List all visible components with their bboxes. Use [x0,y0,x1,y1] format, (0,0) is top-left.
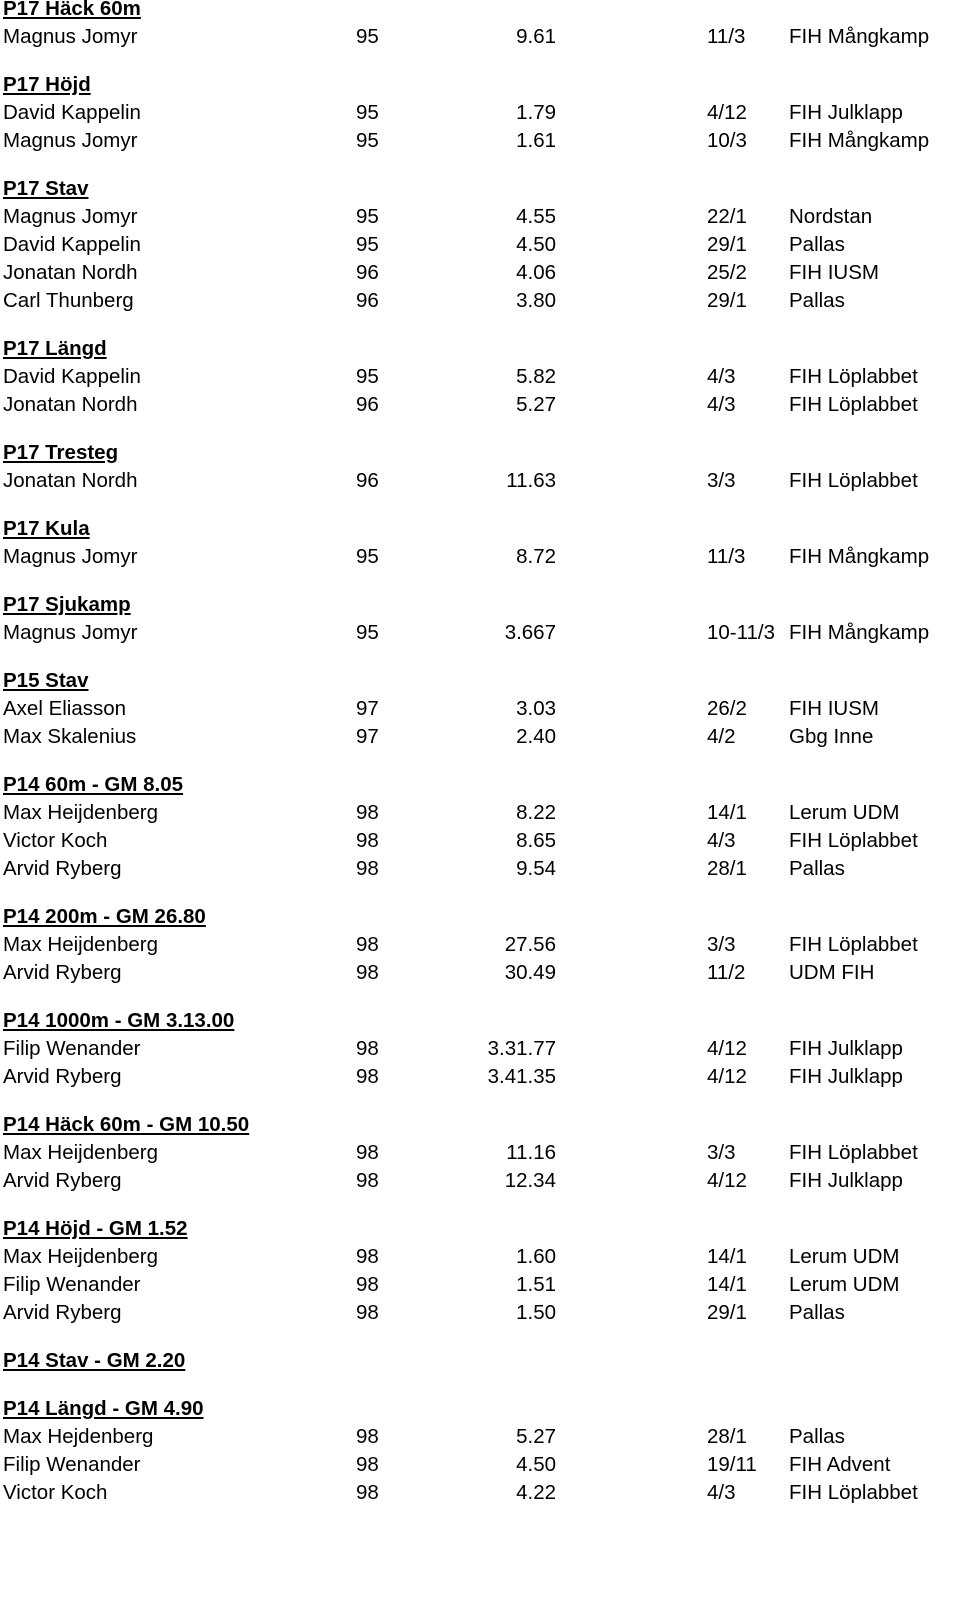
result-value: 3.03 [516,697,556,720]
result-row [0,1451,960,1479]
result-value: 30.49 [504,961,556,984]
birth-year: 98 [356,1453,379,1476]
result-date: 28/1 [707,857,747,880]
result-value: 3.667 [504,621,556,644]
birth-year: 98 [356,933,379,956]
athlete-name: Axel Eliasson [3,697,127,720]
competition-name: Pallas [789,1425,845,1448]
section-heading: P14 Längd - GM 4.90 [3,1397,204,1420]
result-row [0,619,960,647]
birth-year: 95 [356,621,379,644]
competition-name: FIH Mångkamp [789,545,930,568]
competition-name: FIH Julklapp [789,1169,903,1192]
result-date: 4/3 [707,1481,736,1504]
athlete-name: Victor Koch [3,829,108,852]
result-row [0,827,960,855]
result-value: 5.27 [516,1425,556,1448]
result-date: 4/12 [707,1037,747,1060]
result-date: 28/1 [707,1425,747,1448]
result-row [0,931,960,959]
result-value: 12.34 [504,1169,556,1192]
result-date: 4/3 [707,365,736,388]
result-date: 4/3 [707,829,736,852]
result-date: 29/1 [707,1301,747,1324]
result-date: 22/1 [707,205,747,228]
birth-year: 98 [356,1065,379,1088]
athlete-name: Max Heijdenberg [3,801,158,824]
result-value: 1.79 [516,101,556,124]
athlete-name: Carl Thunberg [3,289,134,312]
result-date: 11/3 [707,545,746,568]
section-heading-line [0,1215,960,1243]
athlete-name: David Kappelin [3,365,141,388]
result-value: 4.50 [516,233,556,256]
result-value: 2.40 [516,725,556,748]
result-row [0,855,960,883]
result-date: 14/1 [707,1273,747,1296]
athlete-name: Arvid Ryberg [3,857,122,880]
birth-year: 98 [356,857,379,880]
competition-name: Gbg Inne [789,725,874,748]
result-value: 4.50 [516,1453,556,1476]
result-value: 3.41.35 [487,1065,556,1088]
result-row [0,723,960,751]
result-row [0,799,960,827]
result-date: 4/12 [707,1169,747,1192]
section-heading-line [0,175,960,203]
competition-name: FIH Löplabbet [789,393,918,416]
result-value: 3.31.77 [487,1037,556,1060]
birth-year: 98 [356,1481,379,1504]
competition-name: Nordstan [789,205,873,228]
result-value: 9.61 [516,25,556,48]
section-heading-line [0,71,960,99]
result-date: 19/11 [707,1453,757,1476]
section-heading-line [0,1395,960,1423]
result-row [0,1271,960,1299]
result-date: 3/3 [707,933,736,956]
section-heading-line [0,1111,960,1139]
result-row [0,391,960,419]
result-date: 3/3 [707,469,736,492]
section-heading-line [0,771,960,799]
birth-year: 95 [356,545,379,568]
result-value: 4.22 [516,1481,556,1504]
result-row [0,1243,960,1271]
competition-name: Lerum UDM [789,1273,900,1296]
birth-year: 96 [356,261,379,284]
athlete-name: Arvid Ryberg [3,961,122,984]
athlete-name: Magnus Jomyr [3,129,138,152]
result-value: 4.55 [516,205,556,228]
birth-year: 95 [356,205,379,228]
birth-year: 98 [356,1425,379,1448]
section-heading: P17 Höjd [3,73,91,96]
birth-year: 95 [356,365,379,388]
competition-name: FIH Julklapp [789,1037,903,1060]
birth-year: 97 [356,697,379,720]
result-row [0,23,960,51]
result-date: 25/2 [707,261,747,284]
result-row [0,1479,960,1507]
competition-name: FIH Löplabbet [789,365,918,388]
athlete-name: Magnus Jomyr [3,205,138,228]
result-date: 10/3 [707,129,747,152]
athlete-name: Arvid Ryberg [3,1169,122,1192]
result-date: 14/1 [707,801,747,824]
competition-name: FIH Mångkamp [789,621,930,644]
athlete-name: Filip Wenander [3,1453,141,1476]
section-heading-line [0,1347,960,1375]
result-value: 1.61 [516,129,556,152]
section-heading: P14 Höjd - GM 1.52 [3,1217,188,1240]
athlete-name: Arvid Ryberg [3,1065,122,1088]
result-date: 26/2 [707,697,747,720]
section-heading: P14 Stav - GM 2.20 [3,1349,186,1372]
result-row [0,695,960,723]
result-date: 4/2 [707,725,736,748]
result-value: 11.63 [506,469,556,492]
result-row [0,1299,960,1327]
result-date: 4/12 [707,1065,747,1088]
result-row [0,231,960,259]
competition-name: Pallas [789,857,845,880]
result-date: 4/12 [707,101,747,124]
competition-name: FIH Mångkamp [789,129,930,152]
competition-name: FIH Löplabbet [789,829,918,852]
birth-year: 98 [356,829,379,852]
result-row [0,259,960,287]
section-heading-line [0,1007,960,1035]
result-date: 29/1 [707,233,747,256]
section-heading: P14 1000m - GM 3.13.00 [3,1009,235,1032]
result-date: 11/2 [707,961,746,984]
athlete-name: Victor Koch [3,1481,108,1504]
birth-year: 98 [356,1037,379,1060]
result-row [0,1063,960,1091]
result-value: 9.54 [516,857,556,880]
result-value: 4.06 [516,261,556,284]
section-heading: P17 Häck 60m [3,0,141,20]
athlete-name: Magnus Jomyr [3,25,138,48]
result-row [0,959,960,987]
competition-name: FIH Julklapp [789,1065,903,1088]
athlete-name: Jonatan Nordh [3,393,138,416]
result-row [0,543,960,571]
section-heading: P17 Stav [3,177,89,200]
competition-name: FIH Advent [789,1453,891,1476]
section-heading-line [0,667,960,695]
result-row [0,287,960,315]
result-row [0,127,960,155]
competition-name: FIH Löplabbet [789,1481,918,1504]
birth-year: 98 [356,1245,379,1268]
result-row [0,467,960,495]
result-row [0,363,960,391]
athlete-name: Jonatan Nordh [3,261,138,284]
section-heading: P15 Stav [3,669,89,692]
birth-year: 98 [356,1273,379,1296]
athlete-name: David Kappelin [3,233,141,256]
competition-name: FIH Löplabbet [789,1141,918,1164]
result-value: 8.65 [516,829,556,852]
result-value: 27.56 [504,933,556,956]
result-value: 8.72 [516,545,556,568]
competition-name: Pallas [789,233,845,256]
competition-name: FIH Julklapp [789,101,903,124]
section-heading: P17 Kula [3,517,90,540]
birth-year: 98 [356,801,379,824]
competition-name: FIH IUSM [789,261,879,284]
athlete-name: Filip Wenander [3,1037,141,1060]
result-date: 11/3 [707,25,746,48]
birth-year: 98 [356,1141,379,1164]
result-value: 5.82 [516,365,556,388]
competition-name: Lerum UDM [789,801,900,824]
result-value: 1.51 [516,1273,556,1296]
section-heading-line [0,515,960,543]
athlete-name: Max Heijdenberg [3,933,158,956]
section-heading-line [0,591,960,619]
competition-name: FIH Löplabbet [789,933,918,956]
competition-name: UDM FIH [789,961,875,984]
result-row [0,1139,960,1167]
result-value: 1.60 [516,1245,556,1268]
birth-year: 95 [356,25,379,48]
athlete-name: Jonatan Nordh [3,469,138,492]
result-date: 3/3 [707,1141,736,1164]
result-row [0,1423,960,1451]
section-heading-line [0,335,960,363]
section-heading: P14 200m - GM 26.80 [3,905,206,928]
athlete-name: Magnus Jomyr [3,545,138,568]
result-value: 5.27 [516,393,556,416]
athlete-name: Max Heijdenberg [3,1245,158,1268]
athlete-name: Arvid Ryberg [3,1301,122,1324]
result-date: 10-11/3 [707,621,776,644]
result-row [0,203,960,231]
result-value: 11.16 [506,1141,556,1164]
result-value: 3.80 [516,289,556,312]
birth-year: 96 [356,289,379,312]
athlete-name: David Kappelin [3,101,141,124]
athlete-name: Max Heijdenberg [3,1141,158,1164]
athlete-name: Filip Wenander [3,1273,141,1296]
result-date: 4/3 [707,393,736,416]
result-row [0,99,960,127]
birth-year: 98 [356,1301,379,1324]
competition-name: FIH IUSM [789,697,879,720]
birth-year: 95 [356,233,379,256]
section-heading-line [0,439,960,467]
result-value: 1.50 [516,1301,556,1324]
birth-year: 95 [356,101,379,124]
competition-name: Pallas [789,289,845,312]
athlete-name: Max Skalenius [3,725,137,748]
competition-name: Lerum UDM [789,1245,900,1268]
result-value: 8.22 [516,801,556,824]
birth-year: 98 [356,961,379,984]
result-row [0,1167,960,1195]
competition-name: FIH Löplabbet [789,469,918,492]
birth-year: 96 [356,469,379,492]
section-heading: P17 Längd [3,337,107,360]
birth-year: 97 [356,725,379,748]
result-date: 14/1 [707,1245,747,1268]
athlete-name: Magnus Jomyr [3,621,138,644]
birth-year: 98 [356,1169,379,1192]
athlete-name: Max Hejdenberg [3,1425,154,1448]
result-date: 29/1 [707,289,747,312]
section-heading: P14 60m - GM 8.05 [3,773,184,796]
birth-year: 96 [356,393,379,416]
section-heading-line [0,0,960,23]
section-heading: P17 Tresteg [3,441,119,464]
competition-name: Pallas [789,1301,845,1324]
birth-year: 95 [356,129,379,152]
section-heading: P14 Häck 60m - GM 10.50 [3,1113,250,1136]
section-heading: P17 Sjukamp [3,593,131,616]
result-row [0,1035,960,1063]
section-heading-line [0,903,960,931]
competition-name: FIH Mångkamp [789,25,930,48]
